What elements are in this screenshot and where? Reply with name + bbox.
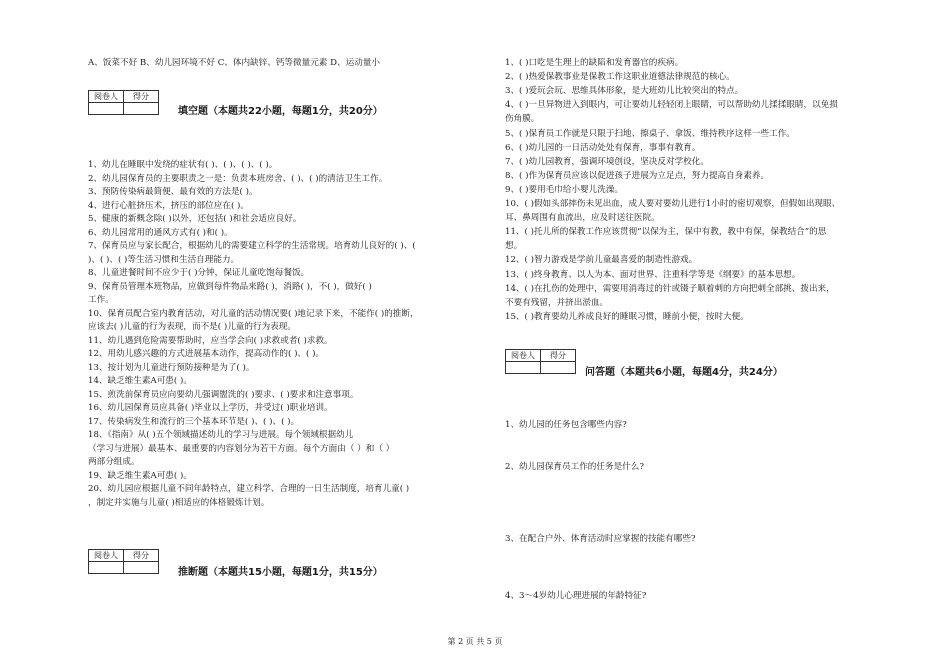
fill-in-item: 10、保育员配合室内教育活动，对儿童的活动情况要( )地记录下来，不能作( )的推断， [88,308,419,319]
score-box-grader-label: 阅卷人 [89,550,124,562]
score-box [505,349,576,374]
section-title-judge: 推断题（本题共15小题，每题1分，共15分） [178,567,383,578]
score-box-score-cell [124,103,159,115]
judgement-item: 15、( )教育要幼儿养成良好的睡眠习惯，睡前小便，按时大便。 [505,311,749,322]
fill-in-item: 17、传染病发生和流行的三个基本环节是( )、( )、( )。 [88,416,300,427]
question-item: 3、在配合户外、体育活动时应掌握的技能有哪些? [505,534,696,544]
fill-in-item: 2、幼儿园保育员的主要职责之一是：负责本班房舍、( )、( )的清洁卫生工作。 [88,173,388,184]
judgement-item: 7、( )幼儿园教育，强调环境创设，坚决反对学校化。 [505,156,709,167]
judgement-item: 13、( )终身教育、以人为本、面对世界、注重科学等是《纲要》的基本思想。 [505,269,801,280]
fill-in-item: ，制定并实施与儿童( )相适应的体格锻炼计划。 [88,497,270,508]
score-box-score-label: 得分 [124,91,159,103]
judgement-item: 4、( )一旦异物进入到眼内，可让要幼儿轻轻闭上眼睛，可以帮助幼儿揉揉眼睛，以免损 [505,100,838,111]
judgement-item: 14、( )在扎伤的处理中，需要用消毒过的针或镊子顺着刺的方向把刺全部挑、拨出来， [505,283,835,294]
fill-in-item: 两部分组成。 [88,457,140,467]
judgement-item: 8、( )作为保育员应该以促进孩子进展为立足点，努力提高自身素养。 [505,170,770,181]
fill-in-item: 14、缺乏维生素A可患( )。 [88,376,192,386]
fill-in-item: 12、用幼儿感兴趣的方式进展基本动作，提高动作的( )、( )。 [88,349,325,359]
fill-in-item: 16、幼儿园保育员应具备( )毕业以上学历，并受过( )职业培训。 [88,403,333,413]
score-box [88,90,159,115]
judgement-item: 3、( )爱玩会玩、思维具体形象，是大班幼儿比较突出的特点。 [505,86,744,97]
score-box-grader-cell [89,562,124,574]
judgement-item: 1、( )口吃是生理上的缺陷和发育器官的疾病。 [505,58,684,68]
judgement-item: 伤角膜。 [505,114,540,125]
score-box-grader-cell [89,103,124,115]
judgement-item: 不要有残留，并挤出淤血。 [505,297,609,308]
fill-in-item: 20、幼儿园应根据儿童不同年龄特点，建立科学、合理的一日生活制度，培育儿童( ) [88,484,410,494]
judgement-item: 6、( )幼儿园的一日活动处处有保育，事事有教育。 [505,142,701,153]
score-box-score-label: 得分 [124,550,159,562]
option-line: A、饭菜不好 B、幼儿园环境不好 C、体内缺锌、钙等微量元素 D、运动量小 [88,58,380,68]
judgement-item: 2、( )热爱保教事业是保教工作这职业道德法律规范的核心。 [505,72,735,83]
question-item: 4、3～4岁幼儿心理进展的年龄特征? [505,591,647,601]
section-title-qa: 问答题（本题共6小题，每题4分，共24分） [585,367,783,378]
fill-in-item: 18、《指南》从( )五个领域描述幼儿的学习与进展。每个领域根据幼儿 [88,430,354,440]
score-box-score-cell [124,562,159,574]
fill-in-item: 4、进行心脏挤压术，挤压的部位应在( )。 [88,200,249,211]
fill-in-item: 应该去( )儿童的行为表现，而不是( )儿童的行为表现。 [88,322,296,332]
question-item: 2、幼儿园保育员工作的任务是什么? [505,462,644,472]
judgement-item: 想。 [505,241,523,252]
score-box-score-label: 得分 [541,350,576,362]
fill-in-item: 19、缺乏维生素A可患( )。 [88,470,192,481]
fill-in-item: 8、儿童进餐时间不应少于( )分钟，保证儿童吃饱每餐饭。 [88,268,310,278]
score-box [88,549,159,574]
score-box-grader-cell [506,362,541,374]
fill-in-item: 1、幼儿在睡眠中发绕的症状有( )、( )、( )、( )。 [88,160,278,170]
fill-in-item: 6、幼儿园常用的通风方式有( )和( )。 [88,227,233,238]
score-box-grader-label: 阅卷人 [506,350,541,362]
page-footer: 第 2 页 共 5 页 [447,637,503,646]
fill-in-item: 15、煎洗前保育员应向要幼儿强调盥洗的( )要求、( )要求和注意事项。 [88,389,359,400]
fill-in-item: 11、幼儿遇到危险需要帮助时，应当学会向( )求救或者( )求救。 [88,335,333,346]
fill-in-item: 工作。 [88,295,114,305]
fill-in-item: 13、按计划为儿童进行预防接种是为了( )。 [88,362,255,373]
fill-in-item: 3、预防传染病最简便、最有效的方法是( )。 [88,187,258,197]
fill-in-item: （学习与进展）最基本、最重要的内容划分为若干方面。每个方面由（ ）和（ ） [88,443,395,454]
judgement-item: 11、( )托儿所的保教工作应该贯彻“以保为主，保中有教，教中有保，保教结合”的思 [505,227,827,238]
fill-in-item: 7、保育员应与家长配合，根据幼儿的需要建立科学的生活常规。培育幼儿良好的( )、( [88,241,416,251]
fill-in-item: 9、保育员管理本班物品，应做到每件物品来路( )，消路( )，不( )，做好( ) [88,281,372,292]
question-item: 1、幼儿园的任务包含哪些内容? [505,420,627,430]
judgement-item: 9、( )要用毛巾给小婴儿洗澡。 [505,184,624,195]
judgement-item: 5、( )保育员工作就是只限于扫地、擦桌子、拿饭、维持秩序这样一些工作。 [505,128,795,139]
score-box-grader-label: 阅卷人 [89,91,124,103]
score-box-score-cell [541,362,576,374]
judgement-item: 10、( )假如头部摔伤未见出血，成人要对要幼儿进行1小时的密切观察，但假如出现眼、 [505,199,841,209]
fill-in-item: )、( )、( )等生活习惯和生活自理能力。 [88,254,240,265]
judgement-item: 12、( )智力游戏是学前儿童最喜爱的制造性游戏。 [505,255,698,266]
fill-in-item: 5、健康的新概念除( )以外，还包括( )和社会适应良好。 [88,214,302,224]
section-title-fill: 填空题（本题共22小题，每题1分，共20分） [178,106,383,117]
judgement-item: 耳、鼻周围有血流出，应及时送往医院。 [505,213,660,224]
